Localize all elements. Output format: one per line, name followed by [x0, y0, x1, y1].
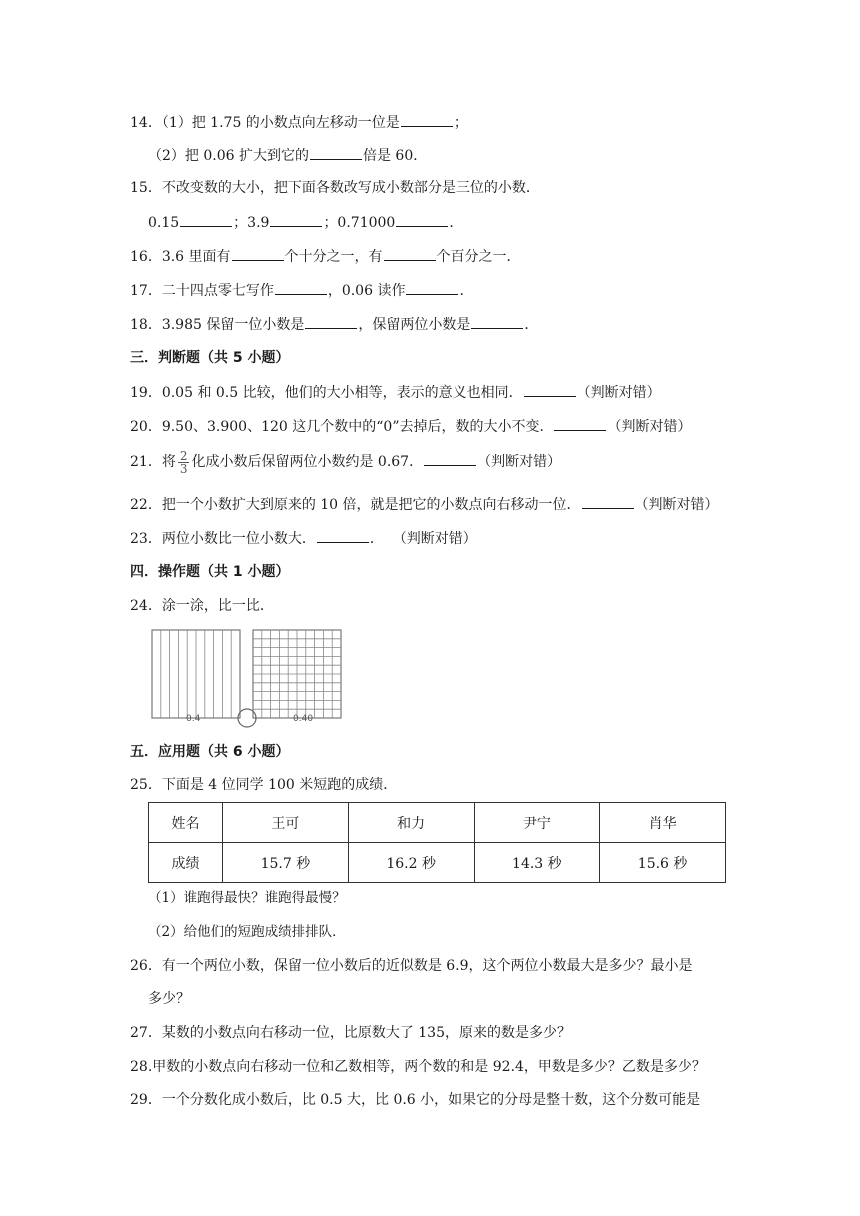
grid-illustration [150, 628, 345, 730]
question-22: 22．把一个小数扩大到原来的 10 倍，就是把它的小数点向右移动一位． （判断对错） [130, 494, 719, 515]
question-14-part-2: （2）把 0.06 扩大到它的 倍是 60． [148, 145, 427, 166]
decimal-grid-figure [150, 628, 345, 730]
question-26: 26．有一个两位小数，保留一位小数后的近似数是 6.9，这个两位小数最大是多少？最小是 [130, 958, 693, 974]
answer-blank[interactable] [401, 112, 453, 127]
question-27: 27．某数的小数点向右移动一位，比原数大了 135，原来的数是多少？ [130, 1025, 571, 1041]
question-24: 24．涂一涂，比一比． [130, 598, 274, 614]
answer-blank[interactable] [317, 528, 369, 543]
answer-blank[interactable] [524, 382, 576, 397]
question-21: 21．将 $\frac{2}{3}$ 化成小数后保留两位小数约是 0.67． （判断对错） [130, 448, 562, 476]
table-cell: 15.6 秒 [600, 843, 726, 883]
answer-blank[interactable] [424, 451, 476, 466]
hundredths-grid[interactable] [253, 630, 341, 718]
answer-blank[interactable] [270, 212, 322, 227]
question-29: 29．一个分数化成小数后，比 0.5 大，比 0.6 小，如果它的分母是整十数，这个分数可能是 [130, 1092, 701, 1108]
answer-blank[interactable] [582, 494, 634, 509]
question-25-sub-2: （2）给他们的短跑成绩排排队． [148, 924, 346, 940]
question-17: 17．二十四点零七写作 ，0.06 读作 ． [130, 280, 473, 301]
question-25: 25．下面是 4 位同学 100 米短跑的成绩． [130, 777, 398, 793]
answer-blank[interactable] [305, 314, 357, 329]
fraction: $\frac{2}{3}$ [179, 448, 188, 476]
question-23: 23．两位小数比一位小数大． ． （判断对错） [130, 528, 477, 549]
answer-blank[interactable] [384, 246, 436, 261]
question-20: 20．9.50、3.900、120 这几个数中的“0”去掉后，数的大小不变． （判断对错） [130, 416, 691, 437]
section-heading-application: 五．应用题（共 6 小题） [130, 744, 290, 760]
section-heading-judgement: 三．判断题（共 5 小题） [130, 350, 290, 366]
answer-blank[interactable] [232, 246, 284, 261]
table-cell: 14.3 秒 [474, 843, 600, 883]
table-cell: 尹宁 [474, 803, 600, 843]
table-cell: 肖华 [600, 803, 726, 843]
table-cell: 16.2 秒 [348, 843, 474, 883]
table-row [149, 843, 726, 883]
question-18: 18．3.985 保留一位小数是 ，保留两位小数是 ． [130, 314, 538, 335]
question-14: 14．（1）把 1.75 的小数点向左移动一位是 ； [130, 112, 468, 133]
answer-blank[interactable] [554, 416, 606, 431]
question-28: 28.甲数的小数点向右移动一位和乙数相等，两个数的和是 92.4，甲数是多少？乙数是多少？ [130, 1059, 706, 1075]
table-cell: 和力 [348, 803, 474, 843]
question-25-sub-1: （1）谁跑得最快？谁跑得最慢？ [148, 890, 346, 906]
table-cell: 姓名 [149, 803, 223, 843]
table-cell: 15.7 秒 [223, 843, 349, 883]
label-left: 0.4 [186, 714, 201, 724]
answer-blank[interactable] [275, 280, 327, 295]
question-15-items: 0.15 ；3.9 ；0.71000 ． [148, 212, 463, 233]
answer-blank[interactable] [471, 314, 523, 329]
label-right: 0.40 [293, 714, 314, 724]
answer-blank[interactable] [310, 145, 362, 160]
answer-blank[interactable] [406, 280, 458, 295]
section-heading-operation: 四．操作题（共 1 小题） [130, 564, 290, 580]
table-row [149, 803, 726, 843]
table-cell: 王可 [223, 803, 349, 843]
tenths-grid[interactable] [152, 630, 240, 718]
question-15: 15．不改变数的大小，把下面各数改写成小数部分是三位的小数． [130, 180, 540, 196]
question-16: 16．3.6 里面有 个十分之一，有 个百分之一． [130, 246, 521, 267]
answer-blank[interactable] [180, 212, 232, 227]
answer-blank[interactable] [396, 212, 448, 227]
table-cell: 成绩 [149, 843, 223, 883]
question-19: 19．0.05 和 0.5 比较，他们的大小相等，表示的意义也相同． （判断对错） [130, 382, 661, 403]
sprint-results-table [148, 802, 726, 883]
question-26-cont: 多少？ [148, 991, 190, 1007]
